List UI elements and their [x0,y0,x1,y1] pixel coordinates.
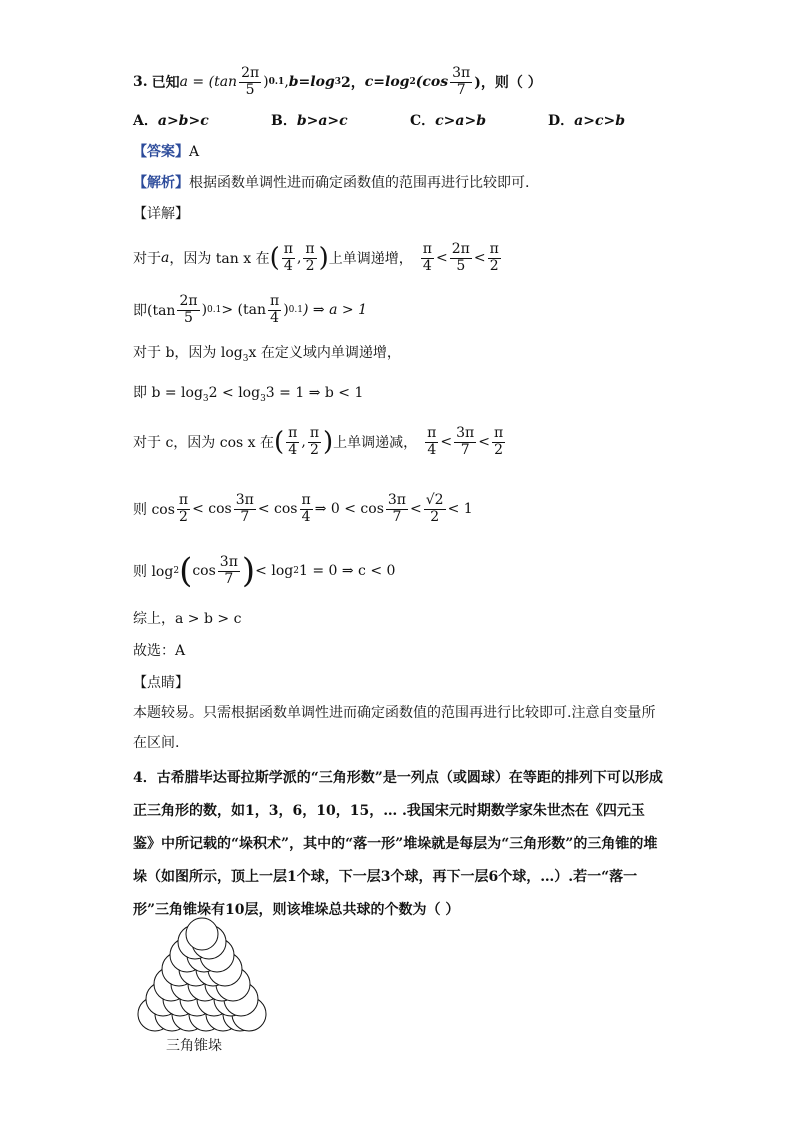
q3-frac-2pi-5: $\frac{2\pi}{5}$ [241,65,260,98]
q3-line-b2: 即 $b = \log_32 < \log_33 = 1$ ⇒ b < 1 [133,385,364,404]
q3-number: 3. [133,74,148,90]
q3-stem: 3. 已知 a = (tan $\frac{2\pi}{5}$ ) 0.1 , b=log 3 2， c=log 2 (cos $\frac{3\pi}{7}$ )，则（ ） [133,65,542,98]
q3-b-def: b=log [288,74,335,90]
q3-choice: 故选：A [133,643,186,659]
q3-line-then: 则 cos $\frac{\pi}{2}$ < cos $\frac{3\pi}{7}$ < cos $\frac{\pi}{4}$ ⇒ 0 < cos $\frac{3\pi}{7}$ < $\frac{√2}{2}$ < 1 [133,492,473,525]
q3-a-def: a = (tan [179,74,238,90]
figure-caption: 三角锥垛 [166,1038,222,1054]
q3-stem-prefix: 已知 [151,75,180,91]
q3-line-a: 对于 a ，因为 tan x 在 ( $\frac{\pi}{4}$ , $\frac{\pi}{2}$ ) 上单调递增， $\frac{\pi}{4}$ < $\frac{2\pi}{5}$ < $\frac{\pi}{2}$ [133,241,499,274]
q3-line-b1: 对于 b，因为 $\log_3x$ 在定义域内单调递增， [133,345,401,364]
q3-detail-tag: 【详解】 [133,206,189,222]
q3-answer: 【答案】A [133,144,200,160]
q3-option-c: C．c>a>b [410,113,487,129]
ball-stack-figure [137,917,267,1032]
q3-comment: 本题较易。只需根据函数单调性进而确定函数值的范围再进行比较即可.注意自变量所在区间. [133,705,656,751]
q4-stem: 4．古希腊毕达哥拉斯学派的“三角形数”是一列点（或圆球）在等距的排列下可以形成正三角形的数，如1，3，6，10，15，… .我国宋元时期数学家朱世杰在《四元玉鉴》中所记载的“垛积术”，其中的“落一形”堆垛就是每层为“三角形数”的三角锥的堆垛（如图所示，顶上一层1个球，下一层3个球，再下一层6个球，…）.若一“落一形”三角锥垛有10层，则该堆垛总共球的个数为（ ） [133,770,663,918]
q3-frac-3pi-7: $\frac{3\pi}{7}$ [452,65,471,98]
q3-line-c: 对于 c，因为 cos x 在 ( $\frac{\pi}{4}$ , $\frac{\pi}{2}$ ) 上单调递减， $\frac{\pi}{4}$ < $\frac{3\pi}{7}$ < $\frac{\pi}{2}$ [133,425,504,458]
q3-option-d: D．a>c>b [548,113,625,129]
q3-option-b: B．b>a>c [271,113,348,129]
q3-analysis: 【解析】根据函数单调性进而确定函数值的范围再进行比较即可. [133,175,530,191]
q3-option-a: A．a>b>c [133,113,209,129]
q3-line-log: 则 log 2 ( cos $\frac{3\pi}{7}$ ) < log 2 1 = 0 ⇒ c < 0 [133,551,396,591]
q3-stem-tail: )，则（ ） [474,75,542,91]
q3-summary: 综上，a > b > c [133,611,242,627]
q3-comment-tag: 【点睛】 [133,675,189,691]
q3-c-def: c=log [364,74,410,90]
q3-exponent: 0.1 [268,77,285,87]
q3-line-ineq-a: 即(tan $\frac{2\pi}{5}$ ) 0.1 > (tan $\frac{\pi}{4}$ ) 0.1 ) ⇒ a > 1 [133,293,367,326]
